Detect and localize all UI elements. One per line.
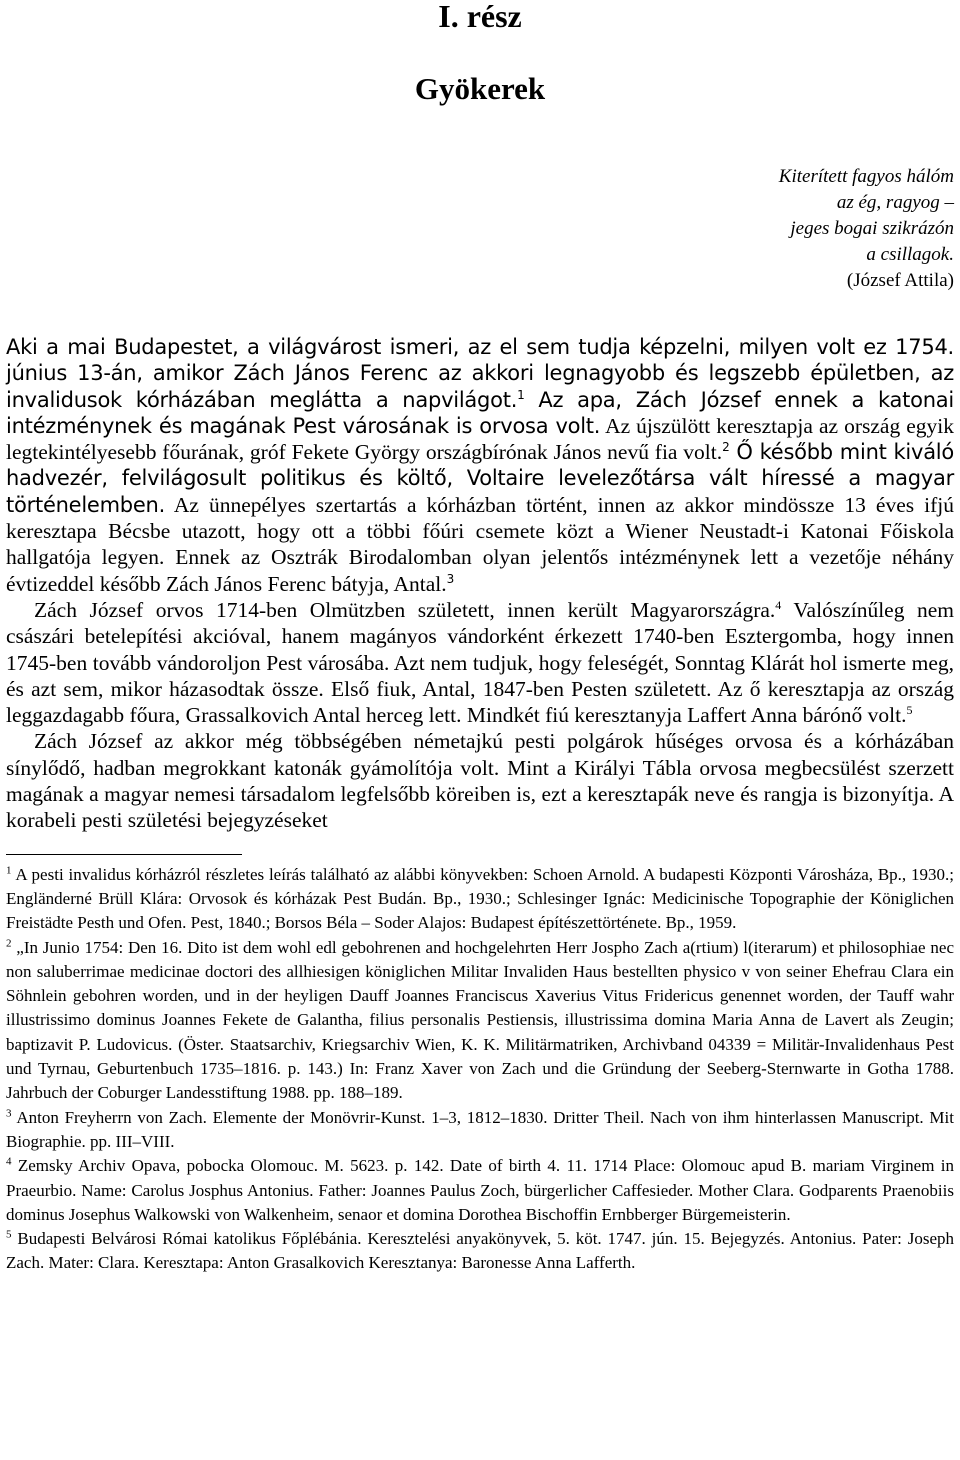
footnote-number: 2 bbox=[6, 936, 12, 949]
text-run: Valószínűleg nem császári betelepítési akcióval, hanem magányos vándorként érkezett 1740-ben Esztergomba, hogy innen 1745-ben tovább vándoroljon Pest városába. Azt nem tudjuk, hogy feleségét, Sonntag Klárát hol ismerte meg, és azt sem, mikor házasodtak össze. Első fiuk, Antal, 1847-ben Pesten született. Az ő keresztapja az ország leggazdagabb főura, Grassalkovich Antal herceg lett. Mindkét fiú keresztanyja Laffert Anna bárónő volt. bbox=[6, 597, 954, 728]
paragraph-2 bbox=[6, 597, 954, 728]
footnote-number: 5 bbox=[6, 1228, 12, 1241]
text-run: Az apa, Zách József ennek a katonai intézménynek és magának Pest városának is orvosa volt. bbox=[6, 387, 954, 438]
footnote-3 bbox=[6, 1106, 954, 1155]
document-page bbox=[6, 0, 954, 1460]
footnote-4 bbox=[6, 1154, 954, 1227]
body-text bbox=[6, 334, 954, 834]
footnote-ref: 4 bbox=[775, 597, 782, 612]
footnote-1 bbox=[6, 863, 954, 936]
motto bbox=[6, 164, 954, 294]
text-run: Ő később mint kiváló hadvezér, felvilágosult politikus és költő, Voltaire levelezőtársa vált híressé a magyar történelemben. bbox=[6, 440, 954, 517]
footnote-number: 3 bbox=[6, 1106, 12, 1119]
footnote-ref: 2 bbox=[722, 440, 730, 455]
part-title: I. rész bbox=[438, 0, 522, 34]
text-run: Zách József az akkor még többségében németajkú pesti polgárok hűséges orvosa és a kórházában sínylődő, hadban megrokkant katonák gyámolítója volt. Mint a Királyi Tábla orvosa megbecsülést szerzett magának a magyar nemesi társadalom legfelsőbb köreiben is, ezt a keresztapák neve és rangja is bizonyítja. A korabeli pesti születési bejegyzéseket bbox=[6, 729, 954, 833]
motto-line: az ég, ragyog – bbox=[836, 192, 954, 213]
footnote-text: Budapesti Belvárosi Római katolikus Főplébánia. Keresztelési anyakönyvek, 5. köt. 1747. jún. 15. Bejegyzés. Antonius. Pater: Joseph Zach. Mater: Clara. Keresztapa: Anton Grasalkovich Keresztanya: Baronesse Anna Lafferth. bbox=[6, 1229, 954, 1273]
footnote-ref: 5 bbox=[906, 703, 913, 717]
footnote-number: 4 bbox=[6, 1155, 12, 1168]
footnote-text: A pesti invalidus kórházról részletes leírás található az alábbi könyvekben: Schoen Arnold. A budapesti Központi Városháza, Bp., 1930.; Engländerné Brüll Klára: Orvosok és kórházak Pest Budán. Bp., 1930.; Schlesinger Ignác: Medicinische Topographie der Königlichen Freistädte Pesth und Ofen. Pest, 1840.; Borsos Béla – Soder Alajos: Budapest építészettörténete. Bp., 1959. bbox=[6, 864, 954, 933]
text-run: Aki a mai Budapestet, a világvárost ismeri, az el sem tudja képzelni, milyen volt ez 1754. június 13-án, amikor Zách János Ferenc az akkori legnagyobb és legszebb épületben, az invalidusok kórházában meglátta a napvilágot. bbox=[6, 335, 954, 412]
paragraph-3 bbox=[6, 728, 954, 833]
footnote-text: Anton Freyherrn von Zach. Elemente der Monövrir-Kunst. 1–3, 1812–1830. Dritter Theil. Nach von ihm hinterlassen Manuscript. Mit Biographie. pp. III–VIII. bbox=[6, 1107, 954, 1151]
footnote-5 bbox=[6, 1227, 954, 1276]
footnote-ref: 3 bbox=[446, 571, 454, 586]
text-run: Az újszülött keresztapja az ország egyik legtekintélyesebb főurának, gróf Fekete György országbírónak János nevű fia volt. bbox=[6, 413, 954, 465]
footnote-2 bbox=[6, 936, 954, 1106]
footnote-separator bbox=[6, 854, 242, 855]
chapter-title: Gyökerek bbox=[414, 71, 546, 106]
motto-line: Kiterített fagyos hálóm bbox=[778, 166, 954, 187]
motto-line: a csillagok. bbox=[866, 244, 954, 265]
text-run: Zách József orvos 1714-ben Olmützben született, innen került Magyarországra. bbox=[34, 597, 776, 622]
motto-author: (József Attila) bbox=[846, 270, 954, 291]
footnote-text: „In Junio 1754: Den 16. Dito ist dem wohl edl gebohrenen and hochgelehrten Herr Jospho Zach a(rtium) l(iterarum) et philosophiae nec non saluberrimae medicinae doctori des allhiesigen königlichen Militar Invaliden Haus bestellten physico v von seiner Ehefrau Clara ein Söhnlein gebohren worden, und in der heyligen Dauff Joannes Franciscus Xaverius Vitus Fridericus genennet worden, der Tauff wahr illustrissimo dominus Joannes Fekete de Galantha, filius personalis Pestiensis, illustrissima domina Maria Anna de Lavert als Zeugin; baptizavit P. Ludovicus. (Öster. Staatsarchiv, Kriegsarchiv Wien, K. K. Militärmatriken, Archivband 04339 = Militär-Invalidenhaus Pest und Tyrnau, Geburtenbuch 1735–1816. p. 143.) In: Franz Xaver von Zach und die Gründung der Seeberg-Sternwarte in Gotha 1788. Jahrbuch der Coburger Landesstiftung 1988. pp. 188–189. bbox=[6, 937, 954, 1103]
footnote-ref: 1 bbox=[517, 387, 525, 402]
motto-line: jeges bogai szikrázón bbox=[790, 218, 954, 239]
paragraph-1 bbox=[6, 334, 954, 597]
text-run: Az ünnepélyes szertartás a kórházban történt, innen az akkor mindössze 13 éves ifjú keresztapa Bécsbe utazott, hogy ott a többi főúri csemete közt a Wiener Neustadt-i Katonai Főiskola hallgatója legyen. Ennek az Osztrák Birodalomban olyan jelentős intézménynek lett a vezetője néhány évtizeddel később Zách János Ferenc bátyja, Antal. bbox=[6, 492, 954, 596]
footnotes bbox=[6, 863, 954, 1276]
footnote-number: 1 bbox=[6, 863, 12, 876]
footnote-text: Zemsky Archiv Opava, pobocka Olomouc. M. 5623. p. 142. Date of birth 4. 11. 1714 Place: Olomouc apud B. mariam Virginem in Praeurbio. Name: Carolus Josphus Antonius. Father: Joannes Paulus Zoch, bürgerlicher Caffesieder. Mother Clara. Godparents Praenobiis dominus Josephus Walkowski von Walkenheim, senaor et domina Dorothea Bischoffin Ernbberger Bürgemeisterin. bbox=[6, 1156, 954, 1224]
